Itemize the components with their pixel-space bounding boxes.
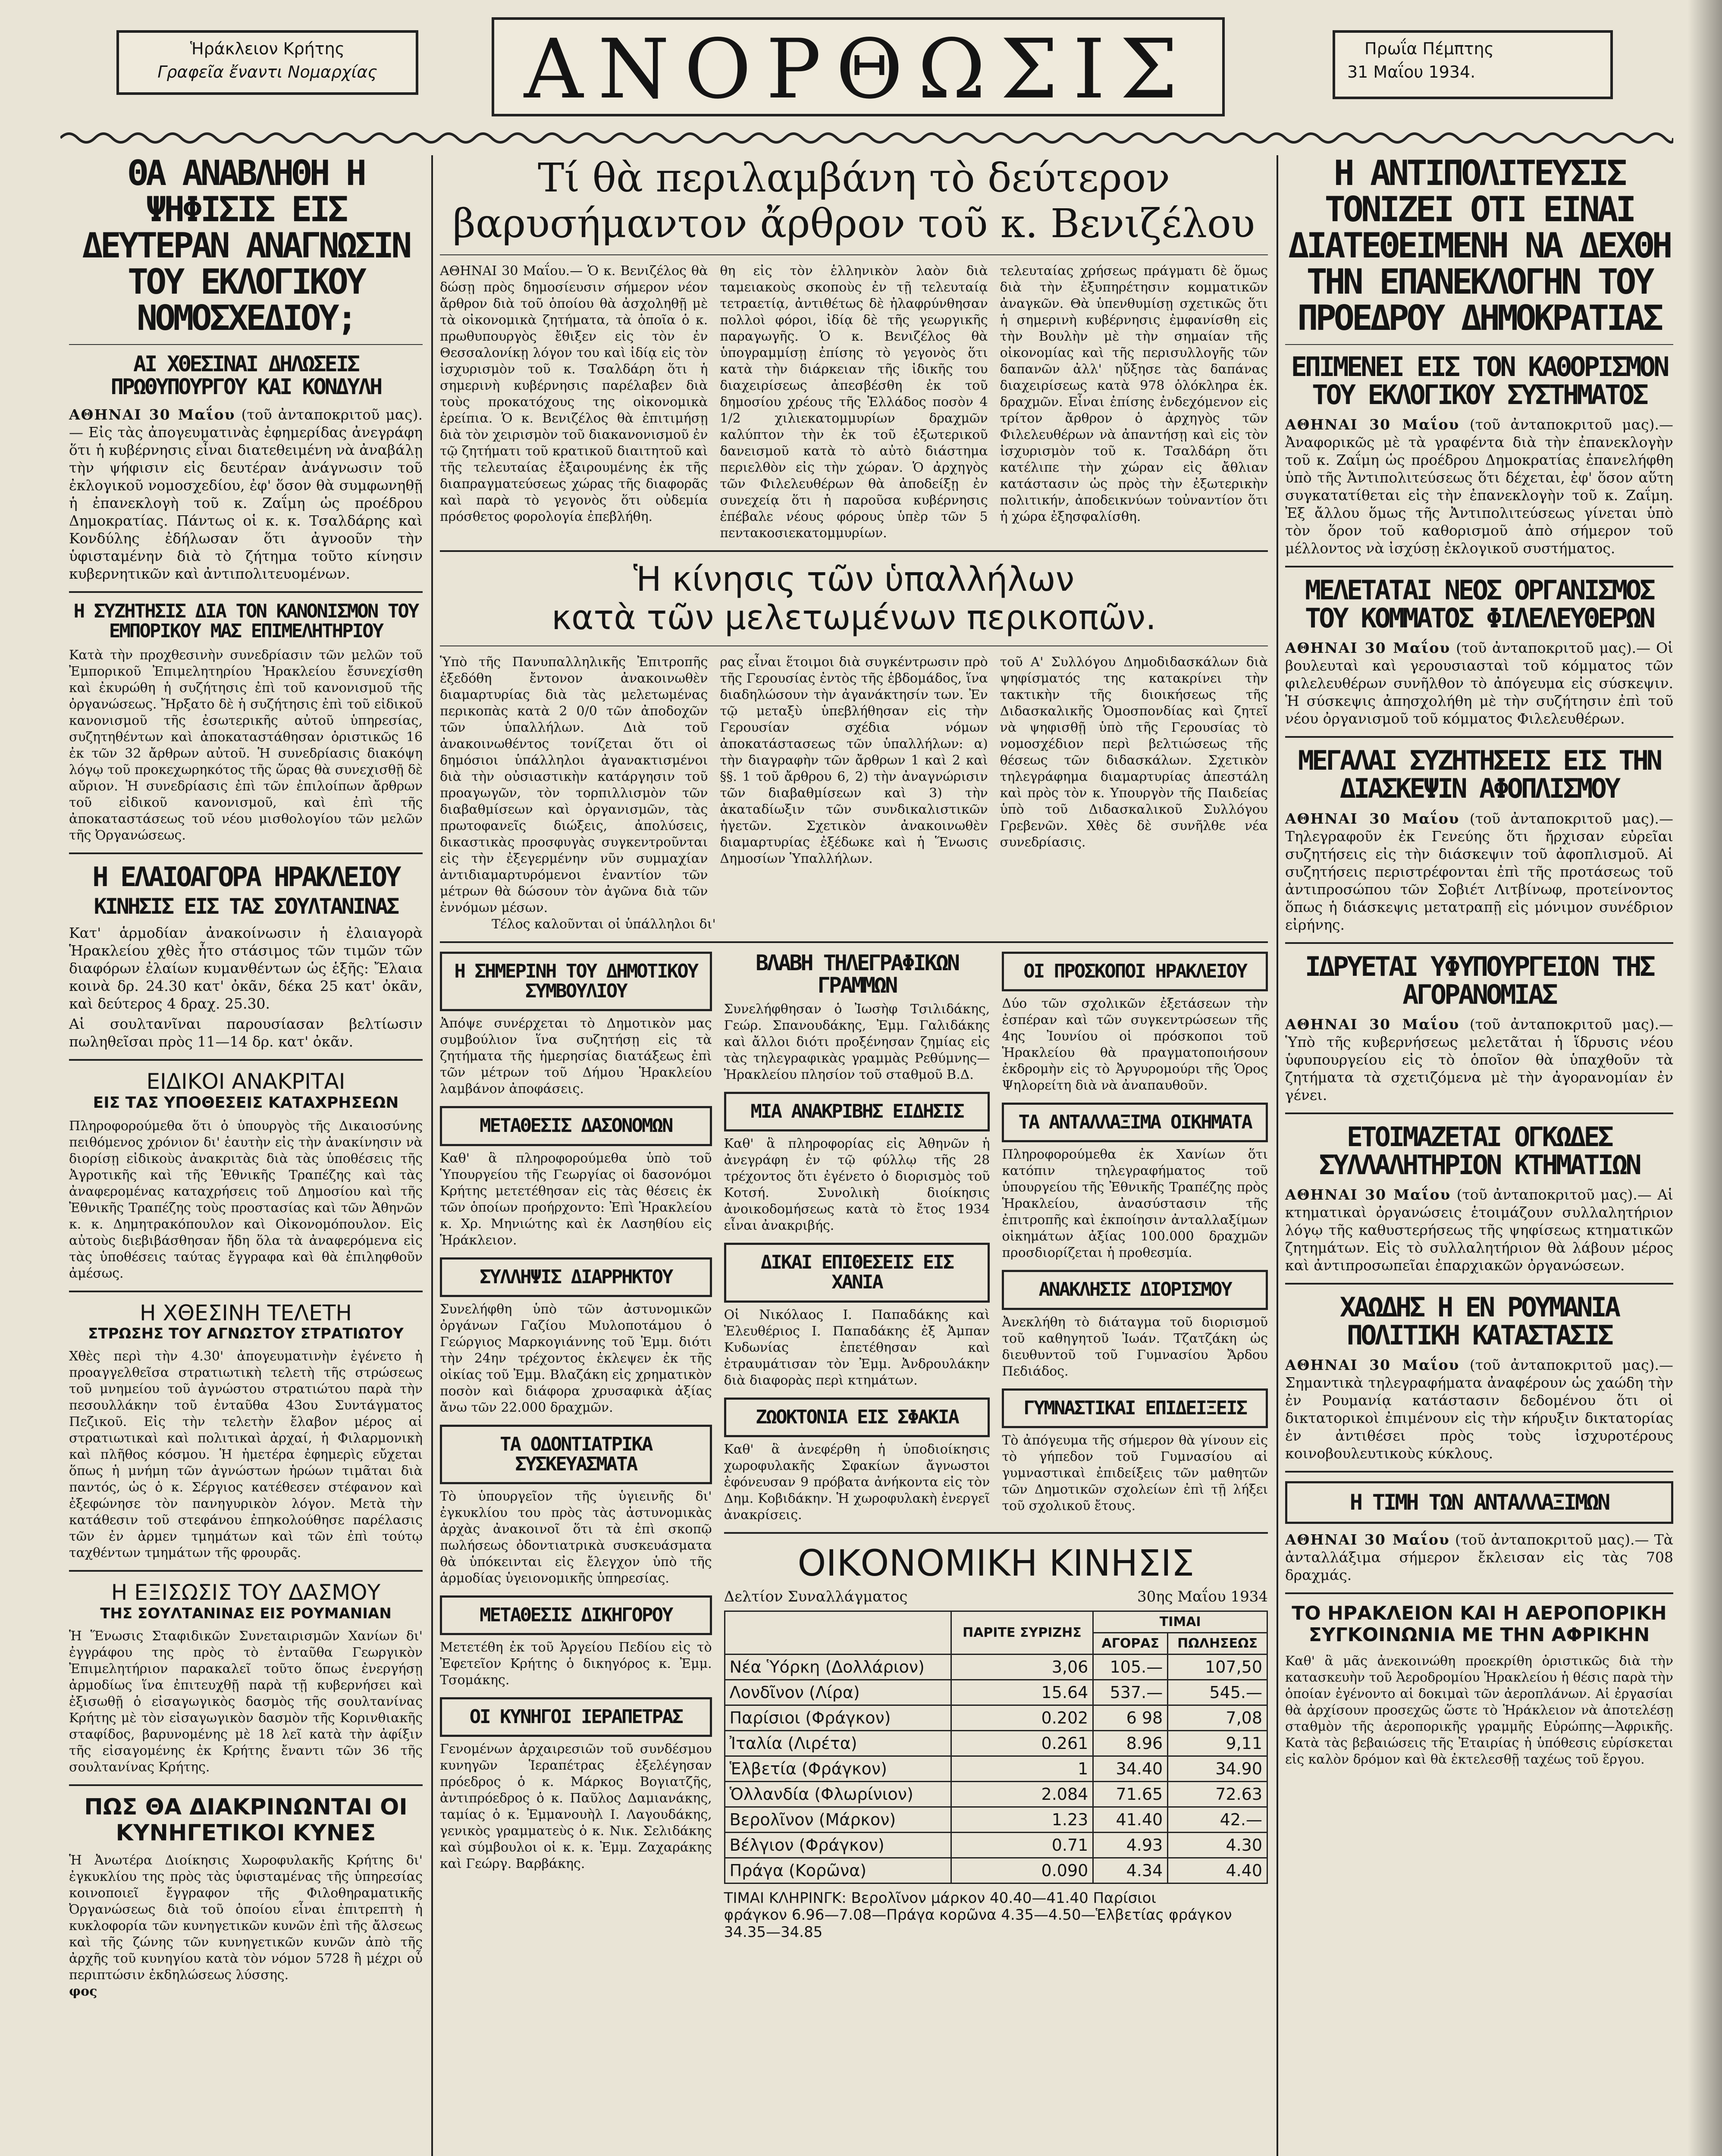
headline-olive-market: Η ΕΛΑΙΟΑΓΟΡΑ ΗΡΑΚΛΕΙΟΥ bbox=[92, 861, 399, 893]
divider bbox=[1285, 1471, 1673, 1473]
headline-appointment: ΑΝΑΚΛΗΣΙΣ ΔΙΟΡΙΣΜΟΥ bbox=[1038, 1279, 1231, 1301]
divider bbox=[1285, 1592, 1673, 1594]
subhead-unknown-soldier: ΣΤΡΩΣΗΣ ΤΟΥ ΑΓΝΩΣΤΟΥ ΣΤΡΑΤΙΩΤΟΥ bbox=[88, 1325, 404, 1343]
article-electoral-bill bbox=[69, 406, 423, 583]
exchange-bulletin-label: Δελτίον Συναλλάγματος bbox=[724, 1588, 908, 1606]
headline-false-news: ΜΙΑ ΑΝΑΚΡΙΒΗΣ ΕΙΔΗΣΙΣ bbox=[750, 1100, 963, 1122]
short-news-col1 bbox=[440, 952, 712, 1941]
article-false-news: Καθ' ἃ πληροφορίας εἰς Ἀθηνῶν ἡ ἀνεγράφη ἐν τῷ φύλλῳ τῆς 28 τρέχοντος ὅτι ἐγένετο ὁ διορισμὸς τοῦ Κοτσή. Συνολικὴ διοίκησις ἀνοικοδομήσεως κατὰ τὸ ἔτος 1934 εἶναι ἀνακριβής. bbox=[724, 1136, 990, 1234]
box-burglar bbox=[440, 1257, 712, 1297]
article-investigators: Πληροφορούμεθα ὅτι ὁ ὑπουργὸς τῆς Δικαιοσύνης πειθόμενος χρόνιον δι' ἑαυτὴν εἰς τὴν ἀνακίνησιν νὰ διορίσῃ εἰδικοὺς ἀνακριτὰς διὰ τὰς ὑποθέσεις τῆς Ἀγροτικῆς καὶ τῆς Ἐθνικῆς Τραπέζης καὶ τὰς ἀναφερομένας καταχρήσεις τοῦ Δημοσίου καὶ τῆς Ἐθνικῆς Τραπέζης τοὺς προστασίας καὶ τῶν Ἀθηνῶν κ. κ. Δημητρακόπουλον καὶ Οἰκονομόπουλον. Εἰς αὐτοὺς διεβιβάσθησαν ἤδη ὅλα τὰ ἀναφερόμενα εἰς τὰς ὑποθέσεις ταύτας ἔγγραφα καὶ θὰ ἐπιληφθοῦν ἀμέσως. bbox=[69, 1118, 423, 1281]
divider bbox=[724, 1532, 1268, 1534]
headline-employees-2: κατὰ τῶν μελετωμένων περικοπῶν. bbox=[552, 599, 1156, 638]
table-row bbox=[725, 1680, 1267, 1705]
article-text: (τοῦ ἀνταποκριτοῦ μας).— Ὑπὸ τῆς κυβερνήσεως μελετᾶται ἡ ἵδρυσις νέου ὑφυπουργείου εἰς τὸ ὁποῖον θὰ ὑπαχθοῦν τὰ ζητήματα τὰ σχετιζόμενα μὲ τὴν ἀγορανομίαν ἐν γένει. bbox=[1285, 1015, 1673, 1103]
short-news-upper bbox=[724, 952, 1268, 1523]
column-rule-right bbox=[1277, 155, 1278, 2156]
box-scouts bbox=[1002, 952, 1268, 991]
masthead-offices: Γραφεῖα ἔναντι Νομαρχίας bbox=[157, 63, 377, 81]
parity-cell: 15.64 bbox=[951, 1680, 1093, 1705]
box-exchangeable bbox=[1002, 1103, 1268, 1142]
sell-cell: 4.40 bbox=[1168, 1858, 1267, 1883]
box-council bbox=[440, 952, 712, 1011]
currency-cell: Ἰταλία (Λιρέτα) bbox=[725, 1731, 951, 1756]
article-hunters: Γενομένων ἀρχαιρεσιῶν τοῦ συνδέσμου κυνηγῶν Ἱεραπέτρας ἐξελέγησαν πρόεδρος ὁ κ. Μάρκος Βογιατζῆς, ἀντιπρόεδρος ὁ κ. Παῦλος Δαμιανάκης, ταμίας ὁ κ. Ἐμμανουὴλ Ι. Λαγουδάκης, γενικὸς γραμματεὺς ὁ κ. Νικ. Σελιδάκης καὶ σύμβουλοι οἱ κ. κ. Ἐμμ. Ζαχαράκης καὶ Γεώργ. Βαρβάκης. bbox=[440, 1742, 712, 1872]
left-column bbox=[69, 155, 423, 2000]
headline-lawyer: ΜΕΤΑΘΕΣΙΣ ΔΙΚΗΓΟΡΟΥ bbox=[480, 1604, 672, 1626]
table-row bbox=[725, 1833, 1267, 1858]
article-scouts: Δύο τῶν σχολικῶν ἐξετάσεων τὴν ἐσπέραν καὶ τῶν συγκεντρώσεων τῆς 4ης Ἰουνίου οἱ πρόσκοποι τοῦ Ἡρακλείου θὰ πραγματοποιήσουν ἐκδρομὴν εἰς τὸ Ἀργυρομούρι τῆς Ὁρος Ψηλορείτη διὰ νὰ ἀναπαυθοῦν. bbox=[1002, 996, 1268, 1094]
masthead-address-box bbox=[116, 30, 418, 95]
middle-column bbox=[440, 155, 1268, 1941]
headline-forest-rangers: ΜΕΤΑΘΕΣΙΣ ΔΑΣΟΝΟΜΩΝ bbox=[480, 1115, 672, 1137]
subhead-electoral-system: ΕΠΙΜΕΝΕΙ ΕΙΣ ΤΟΝ ΚΑΘΟΡΙΣΜΟΝ ΤΟΥ ΕΚΛΟΓΙΚΟΥ ΣΥΣΤΗΜΑΤΟΣ bbox=[1291, 351, 1668, 411]
sell-cell: 72.63 bbox=[1168, 1782, 1267, 1807]
box-chania bbox=[724, 1243, 990, 1302]
article-exchangeable: Πληροφορούμεθα ἐκ Χανίων ὅτι κατόπιν τηλεγραφήματος τοῦ ὑπουργείου τῆς Ἐθνικῆς Τραπέζης πρὸς Ἡρακλείου, ἀνασύστασιν τῆς ἐπιτροπῆς καὶ ἐκποίησιν ἀνταλλαξίμων οἰκημάτων ἀξίας 100.000 δραχμῶν προσδιορίζεται ἡ προθεσμία. bbox=[1002, 1147, 1268, 1261]
headline-investigators: ΕΙΔΙΚΟΙ ΑΝΑΚΡΙΤΑΙ bbox=[146, 1069, 345, 1094]
currency-cell: Βέλγιον (Φράγκον) bbox=[725, 1833, 951, 1858]
currency-cell: Πράγα (Κορῶνα) bbox=[725, 1858, 951, 1883]
divider bbox=[440, 254, 1268, 255]
table-row bbox=[725, 1655, 1267, 1680]
article-text: (τοῦ ἀνταποκριτοῦ μας).— Οἱ βουλευταὶ καὶ γερουσιασταὶ τοῦ κόμματος τῶν φιλελευθέρων συνῆλθον τὸ ἀπόγευμα εἰς σύσκεψιν. Ἡ σύσκεψις ἀπησχολήθη μὲ τὴν συζήτησιν ἐπὶ τοῦ νέου ὀργανισμοῦ τοῦ κόμματος Φιλελευθέρων. bbox=[1285, 639, 1673, 727]
table-header-sell: ΠΩΛΗΣΕΩΣ bbox=[1168, 1633, 1267, 1655]
buy-cell: 41.40 bbox=[1093, 1807, 1168, 1833]
headline-employees-1: Ἡ κίνησις τῶν ὑπαλλήλων bbox=[633, 560, 1075, 599]
subhead-embezzlement: ΕΙΣ ΤΑΣ ΥΠΟΘΕΣΕΙΣ ΚΑΤΑΧΡΗΣΕΩΝ bbox=[93, 1094, 399, 1112]
currency-cell: Βερολῖνον (Μάρκον) bbox=[725, 1807, 951, 1833]
parity-cell: 1.23 bbox=[951, 1807, 1093, 1833]
article-employees-col2: ρας εἶναι ἕτοιμοι διὰ συγκέντρωσιν πρὸ τῆς Γερουσίας ἐντὸς τῆς ἑβδομάδος, ἵνα διαδηλώσουν τὴν ἀγανάκτησίν των. Ἐν τῷ μεταξὺ ὑπεβλήθησαν εἰς τὴν Γερουσίαν σχέδια νόμων ἀποκατάστασεως τῶν ὑπαλλήλων: α) τὴν διαγραφὴν τῶν ἄρθρων 1 καὶ 2 καὶ §§. 1 τοῦ ἄρθρου 6, 2) τὴν ἀναγνώρισιν τῶν διαβαθμίσεων καὶ 3) τὴν ἀκαταδίωξιν τῶν συνδικαλιστικῶν ἡγετῶν. Σχετικὸν ἀνακοινωθὲν διαμαρτυρίας ἐξέδωκε καὶ ἡ Ἕνωσις Δημοσίων Ὑπαλλήλων. bbox=[720, 654, 988, 866]
article-exchange-price bbox=[1285, 1531, 1673, 1584]
article-venizelos-col2: θη εἰς τὸν ἑλληνικὸν λαὸν διὰ ταμειακοὺς σκοποὺς ἐν τῇ τελευταίᾳ τετραετίᾳ, ἀντιθέτως δὲ ἠλαφρύνθησαν πολλοὶ φόροι, ἰδίᾳ δὲ τῆς γεωργικῆς παραγωγῆς. Ὁ κ. Βενιζέλος θὰ ὑπογραμμίσῃ ἐπίσης τὸ γεγονὸς ὅτι κατὰ τὴν διάρκειαν τῆς ἰδικῆς του διαχειρίσεως ἀπεσβέσθη ἐκ τοῦ δημοσίου χρέους τῆς Ἑλλάδος ποσὸν 4 1/2 χιλιεκατομμυρίων δραχμῶν καλύπτον τὴν ἐκ τοῦ ἐξωτερικοῦ δανεισμοῦ κατὰ τὸ αὐτὸ διάστημα περιελθὸν εἰς τὴν χώραν. Ὁ ἀρχηγὸς τῶν Φιλελευθέρων θὰ ἀποδείξῃ ἐν συνεχείᾳ ὅτι ἡ παροῦσα κυβέρνησις ἐπέβαλε νέους φόρους ὑπὲρ τῶν 5 πεντακοσιεκατομμυρίων. bbox=[720, 263, 988, 541]
buy-cell: 8.96 bbox=[1093, 1731, 1168, 1756]
box-false-news bbox=[724, 1092, 990, 1131]
headline-council: Η ΣΗΜΕΡΙΝΗ ΤΟΥ ΔΗΜΟΤΙΚΟΥ ΣΥΜΒΟΥΛΙΟΥ bbox=[454, 960, 698, 1003]
sell-cell: 7,08 bbox=[1168, 1705, 1267, 1731]
newspaper-title: ΑΝΟΡΘΩΣΙΣ bbox=[492, 17, 1225, 116]
divider bbox=[69, 1570, 423, 1572]
table-row bbox=[725, 1807, 1267, 1833]
table-row bbox=[725, 1756, 1267, 1782]
box-exchange-price bbox=[1285, 1481, 1673, 1524]
headline-economic: ΟΙΚΟΝΟΜΙΚΗ ΚΙΝΗΣΙΣ bbox=[797, 1542, 1195, 1584]
dateline: ΑΘΗΝΑΙ 30 Μαΐου bbox=[1285, 1186, 1451, 1203]
buy-cell: 71.65 bbox=[1093, 1782, 1168, 1807]
exchange-bulletin-date: 30ης Μαΐου 1934 bbox=[1137, 1588, 1268, 1606]
sell-cell: 9,11 bbox=[1168, 1731, 1267, 1756]
parity-cell: 1 bbox=[951, 1756, 1093, 1782]
article-ceremony: Χθὲς περὶ τὴν 4.30' ἀπογευματινὴν ἐγένετο ἡ προαγγελθεῖσα στρατιωτικὴ τελετὴ τῆς στρώσεως τοῦ μνημείου τοῦ ἀγνώστου στρατιώτου παρὰ τὴν πεσουλλάκην τοῦ ἐνταῦθα 43ου Συντάγματος Πεζικοῦ. Εἰς τὴν τελετὴν ἔλαβον μέρος αἱ στρατιωτικαὶ καὶ πολιτικαὶ ἀρχαί, ἡ Φιλαρμονικὴ καὶ πλῆθος κόσμου. Ἡ ἡμετέρα ἐφημερὶς εὔχεται ὅπως ἡ μνήμη τῶν ἀγνώστων ἡρώων τιμᾶται διὰ παντός, ὡς ὁ κ. Σέργιος κατέθεσεν στέφανον καὶ ἐξεφώνησε τὸν πανηγυρικὸν λόγον. Μετὰ τὴν κατάθεσιν τοῦ στεφάνου ἐπηκολούθησε παρέλασις τῶν ἐν ἀρμεν τμημάτων καὶ τῶν ἐπὶ τούτῳ ταχθέντων τμημάτων τῆς φρουρᾶς. bbox=[69, 1349, 423, 1561]
table-row bbox=[725, 1858, 1267, 1883]
headline-market-ministry: ΙΔΡΥΕΤΑΙ ΥΦΥΠΟΥΡΓΕΙΟΝ ΤΗΣ ΑΓΟΡΑΝΟΜΙΑΣ bbox=[1305, 950, 1654, 1010]
article-sfakia: Καθ' ἃ ἀνεφέρθη ἡ ὑποδιοίκησις χωροφυλακῆς Σφακίων ἄγνωστοι ἐφόνευσαν 9 πρόβατα ἀνήκοντα εἰς τὸν Δημ. Κοβιδάκην. Ἡ χωροφυλακὴ ἐνεργεῖ ἀνακρίσεις. bbox=[724, 1442, 990, 1523]
economic-section bbox=[724, 1542, 1268, 1941]
article-tariff: Ἡ Ἕνωσις Σταφιδικῶν Συνεταιρισμῶν Χανίων δι' ἐγγράφου της πρὸς τὸ ἐνταῦθα Γεωργικὸν Ἐπιμελητήριον παρακαλεῖ τοῦτο ὅπως ἐνεργήσῃ ἀρμοδίως ἵνα ἐπιτευχθῇ παρὰ τῇ κυβερνήσει καὶ ἐξισωθῇ ὁ εἰσαγωγικὸς δασμὸς τῆς σουλτανίνας Κρήτης μὲ τὸν εἰσαγωγικὸν δασμὸν τῆς Κορινθιακῆς σταφίδος, βαρυνομένης μὲ 18 λεῖ κατὰ τὴν ἀφίξιν τῆς εἰσαγομένης ἐκ Κρήτης ἔναντι τῶν 36 τῆς σουλτανίνας Κρήτης. bbox=[69, 1629, 423, 1775]
dateline: ΑΘΗΝΑΙ 30 Μαΐου bbox=[1285, 1531, 1450, 1548]
article-olive-market: Κατ' ἁρμοδίαν ἀνακοίνωσιν ἡ ἐλαιαγορὰ Ἡρακλείου χθὲς ἦτο στάσιμος τῶν τιμῶν τῶν διαφόρων ἐλαίων κυμανθέντων ὡς ἑξῆς: Ἔλαια κοινὰ δρ. 24.30 κατ' ὀκᾶν, δέκα 25 κατ' ὀκᾶν, καὶ δεύτερος 4 δραχ. 25.30. bbox=[69, 924, 423, 1012]
divider bbox=[1285, 1112, 1673, 1114]
short-news bbox=[440, 952, 1268, 1941]
page-number: φος bbox=[69, 1984, 97, 1999]
dateline: ΑΘΗΝΑΙ 30 Μαΐου bbox=[1285, 1357, 1460, 1374]
headline-exchange-price: Η ΤΙΜΗ ΤΩΝ ΑΝΤΑΛΛΑΞΙΜΩΝ bbox=[1349, 1490, 1609, 1515]
buy-cell: 34.40 bbox=[1093, 1756, 1168, 1782]
table-header-parity: ΠΑΡΙΤΕ ΣΥΡΙΖΗΣ bbox=[951, 1611, 1093, 1655]
article-romania bbox=[1285, 1356, 1673, 1462]
sell-cell: 34.90 bbox=[1168, 1756, 1267, 1782]
article-opposition bbox=[1285, 416, 1673, 557]
table-row bbox=[725, 1782, 1267, 1807]
box-appointment bbox=[1002, 1270, 1268, 1310]
buy-cell: 4.93 bbox=[1093, 1833, 1168, 1858]
article-venizelos-col1: ΑΘΗΝΑΙ 30 Μαΐου.— Ὁ κ. Βενιζέλος θὰ δώσῃ πρὸς δημοσίευσιν σήμερον νέον ἄρθρον διὰ τοῦ ὁποίου θὰ ἀσχοληθῇ μὲ τὰ οἰκονομικὰ ζητήματα, τὰ ὁποῖα ὁ κ. πρωθυπουργὸς ἔθιξεν εἰς τὸν ἐν Θεσσαλονίκῃ λόγον του καὶ ἰδίᾳ εἰς τὸν ἰσχυρισμὸν τοῦ κ. Τσαλδάρη ὅτι ἡ σημερινὴ κυβέρνησις παρέλαβεν διὰ τοὺς προκατόχους της οἰκονομικὰ ἐρείπια. Ὁ κ. Βενιζέλος θὰ ἐπιτιμήσῃ διὰ τὸν χειρισμὸν τοῦ διακανονισμοῦ ἐν τῷ ζητήματι τοῦ κρατικοῦ διαιτητοῦ καὶ τῆς τελευταίας ἐξαιρουμένης ἐκ τῆς διαπραγματεύσεως χώρας τῆς διαφορᾶς καὶ παρὰ τὸ γεγονὸς ὅτι οὐδεμία πρόσθετος φορολογία ἐπεβλήθη. bbox=[440, 263, 708, 524]
dateline: ΑΘΗΝΑΙ 30 Μαΐου bbox=[1285, 810, 1460, 827]
divider bbox=[69, 852, 423, 854]
article-text: (τοῦ ἀνταποκριτοῦ μας).— Εἰς τὰς ἀπογευματινὰς ἐφημερίδας ἀνεγράφη ὅτι ἡ κυβέρνησις εἶναι διατεθειμένη νὰ ἀναβάλῃ τὴν ψήφισιν εἰς δευτέραν ἀνάγνωσιν τοῦ ἐκλογικοῦ νομοσχεδίου, ἐφ' ὅσον θὰ συμφωνηθῇ ἡ ἐπανεκλογὴ τοῦ κ. Ζαΐμη ὡς προέδρου Δημοκρατίας. Πάντως οἱ κ. κ. Τσαλδάρης καὶ Κονδύλης ἐδήλωσαν ὅτι ἀγνοοῦν τὴν ὑφισταμένην διὰ τὸ ζήτημα τοῦτο κίνησιν κυβερνητικῶν καὶ ἀντιπολιτευομένων. bbox=[69, 406, 423, 582]
headline-chamber-rules: Η ΣΥΖΗΤΗΣΙΣ ΔΙΑ ΤΟΝ ΚΑΝΟΝΙΣΜΟΝ ΤΟΥ ΕΜΠΟΡΙΚΟΥ ΜΑΣ ΕΠΙΜΕΛΗΤΗΡΙΟΥ bbox=[73, 600, 418, 642]
box-dental bbox=[440, 1425, 712, 1484]
column-rule-left bbox=[431, 155, 433, 2156]
article-text: (τοῦ ἀνταποκριτοῦ μας).— Τηλεγραφοῦν ἐκ Γενεύης ὅτι ἤρχισαν εὐρεῖαι συζητήσεις εἰς τὴν διάσκεψιν τοῦ ἀφοπλισμοῦ. Αἱ συζητήσεις περιστρέφονται ἐπὶ τῆς προτάσεως τοῦ ἀντιπροσώπου τῶν Σοβιέτ Λιτβίνωφ, προτείνοντος ὅπως ἡ διάσκεψις μετατραπῇ εἰς μόνιμον συνέδριον εἰρήνης. bbox=[1285, 810, 1673, 933]
short-news-col3 bbox=[1002, 952, 1268, 1523]
headline-exchangeable: ΤΑ ΑΝΤΑΛΛΑΞΙΜΑ ΟΙΚΗΜΑΤΑ bbox=[1018, 1111, 1252, 1134]
article-text: (τοῦ ἀνταποκριτοῦ μας).— Τὰ ἀνταλλάξιμα σήμερον ἔκλεισαν εἰς τὰς 708 δραχμάς. bbox=[1285, 1531, 1673, 1583]
box-forest-rangers bbox=[440, 1106, 712, 1146]
divider bbox=[69, 1291, 423, 1292]
parity-cell: 0.090 bbox=[951, 1858, 1093, 1883]
exchange-rates-body bbox=[725, 1655, 1267, 1883]
headline-airline: ΤΟ ΗΡΑΚΛΕΙΟΝ ΚΑΙ Η ΑΕΡΟΠΟΡΙΚΗ ΣΥΓΚΟΙΝΩΝΙΑ ΜΕ ΤΗΝ ΑΦΡΙΚΗΝ bbox=[1292, 1602, 1667, 1646]
article-chania: Οἱ Νικόλαος Ι. Παπαδάκης καὶ Ἐλευθέριος Ι. Παπαδάκης ἐξ Ἀμπαν Κυδωνίας ἐπετέθησαν καὶ ἐτραυμάτισαν τὸν Ἐμμ. Ἀνδρουλάκην διὰ διαφορὰς περὶ κτημάτων. bbox=[724, 1307, 990, 1388]
buy-cell: 105.— bbox=[1093, 1655, 1168, 1680]
buy-cell: 6 98 bbox=[1093, 1705, 1168, 1731]
headline-tariff: Η ΕΞΙΣΩΣΙΣ ΤΟΥ ΔΑΣΜΟΥ bbox=[111, 1580, 381, 1605]
article-employees-col1: Ὑπὸ τῆς Πανυπαλληλικῆς Ἐπιτροπῆς ἐξεδόθη ἔντονον ἀνακοινωθὲν διαμαρτυρίας διὰ τὰς μελετωμένας περικοπὰς κατὰ 2 0/0 τῶν ἀποδοχῶν τῶν ὑπαλλήλων. Διὰ τοῦ ἀνακοινωθέντος τονίζεται ὅτι οἱ δημόσιοι ὑπάλληλοι ἀγανακτισμένοι διὰ τὴν οὐσιαστικὴν κατάργησιν τοῦ προαγωγῶν, τὸν τορπιλλισμὸν τῶν διαβαθμίσεων καὶ ὀργανισμῶν, τὰς πρωτοφανεῖς διώξεις, ἀπολύσεις, δικαστικὰς προσφυγὰς συγκεντροῦνται εἰς τὴν ἐξεγερμένην νῦν συμμαχίαν ἀντιδιαμαρτυρόμενοι ἐναντίον τῶν μέτρων θὰ δώσουν τὸν ἀγῶνα διὰ τῶν ἐννόμων μέσων. bbox=[440, 654, 708, 915]
sell-cell: 4.30 bbox=[1168, 1833, 1267, 1858]
currency-cell: Ὁλλανδία (Φλωρίνιον) bbox=[725, 1782, 951, 1807]
parity-cell: 2.084 bbox=[951, 1782, 1093, 1807]
divider bbox=[1285, 566, 1673, 567]
article-chamber-rules: Κατὰ τὴν προχθεσινὴν συνεδρίασιν τῶν μελῶν τοῦ Ἐμπορικοῦ Ἐπιμελητηρίου Ἡρακλείου ἔσυνεχίσθη καὶ ἐκυρώθη ἡ συζήτησις ἐπὶ τοῦ κανονισμοῦ τῆς ὀργανώσεως. Ἤρξατο δὲ ἡ συζήτησις ἐπὶ τοῦ εἰδικοῦ κανονισμοῦ τῆς ἐσωτερικῆς αὐτοῦ ὑπηρεσίας, συζητηθέντων καὶ ἀποκαταστάθησαν ὁριστικῶς 16 ἐκ τῶν 32 ἄρθρων αὐτοῦ. Ἡ συνεδρίασις διακόψη λόγῳ τοῦ προκεχωρηκότος τῆς ὥρας θὰ συνεχισθῇ δὲ αὔριον. Ἡ συνεδρίασις ἐπὶ τῶν ἐπιλοίπων ἄρθρων τοῦ εἰδικοῦ κανονισμοῦ, καὶ ἐπὶ τῆς ἀποκαταστάσεως τοῦ νέου μισθολογίου τῶν μελῶν τῆς Ὀργανώσεως. bbox=[69, 648, 423, 843]
article-appointment: Ἀνεκλήθη τὸ διάταγμα τοῦ διορισμοῦ τοῦ καθηγητοῦ Ἰωάν. Τζατζάκη ὡς διευθυντοῦ τοῦ Γυμνασίου Ἄρδου Πεδιάδος. bbox=[1002, 1314, 1268, 1379]
masthead-weekday: Πρωΐα Πέμπτης bbox=[1364, 39, 1494, 58]
article-lawyer: Μετετέθη ἐκ τοῦ Ἀργείου Πεδίου εἰς τὸ Ἐφετεῖον Κρήτης ὁ δικηγόρος κ. Ἐμμ. Τσομάκης. bbox=[440, 1640, 712, 1688]
article-forest-rangers: Καθ' ἃ πληροφορούμεθα ὑπὸ τοῦ Ὑπουργείου τῆς Γεωργίας οἱ δασονόμοι Κρήτης μετετέθησαν εἰς τὰς θέσεις ἐκ τῶν ὁποίων προήρχοντο: Ἐπὶ Ἡρακλείου κ. Χρ. Μηνιώτης καὶ ἐκ Λασηθίου εἰς Ἡράκλειον. bbox=[440, 1150, 712, 1248]
headline-venizelos-2: βαρυσήμαντον ἄρθρον τοῦ κ. Βενιζέλου bbox=[452, 200, 1255, 247]
dateline: ΑΘΗΝΑΙ 30 Μαΐου bbox=[1285, 639, 1451, 657]
sell-cell: 42.— bbox=[1168, 1807, 1267, 1833]
masthead-date-box bbox=[1333, 30, 1613, 99]
currency-cell: Παρίσιοι (Φράγκον) bbox=[725, 1705, 951, 1731]
table-row bbox=[725, 1731, 1267, 1756]
article-venizelos bbox=[440, 263, 1268, 542]
dateline: ΑΘΗΝΑΙ 30 Μαΐου bbox=[1285, 1015, 1460, 1033]
parity-cell: 0.71 bbox=[951, 1833, 1093, 1858]
article-disarmament bbox=[1285, 810, 1673, 934]
article-gymnastics: Τὸ ἀπόγευμα τῆς σήμερον θὰ γίνουν εἰς τὸ γήπεδον τοῦ Γυμνασίου αἱ γυμναστικαὶ ἐπιδείξεις τῶν μαθητῶν τῶν Δημοτικῶν σχολείων ἐπὶ τῇ λήξει τοῦ σχολικοῦ ἔτους. bbox=[1002, 1432, 1268, 1514]
box-hunters bbox=[440, 1697, 712, 1737]
clearing-note-2: φράγκον 6.96—7.08—Πράγα κορῶνα 4.35—4.50—Ἑλβετίας φράγκον 34.35—34.85 bbox=[724, 1906, 1232, 1941]
short-news-col2 bbox=[724, 952, 990, 1523]
headline-electoral-bill: ΘΑ ΑΝΑΒΛΗΘΗ Η ΨΗΦΙΣΙΣ ΕΙΣ ΔΕΥΤΕΡΑΝ ΑΝΑΓΝΩΣΙΝ ΤΟΥ ΕΚΛΟΓΙΚΟΥ ΝΟΜΟΣΧΕΔΙΟΥ; bbox=[82, 153, 410, 338]
article-market-ministry bbox=[1285, 1015, 1673, 1104]
currency-cell: Ἑλβετία (Φράγκον) bbox=[725, 1756, 951, 1782]
headline-burglar: ΣΥΛΛΗΨΙΣ ΔΙΑΡΡΗΚΤΟΥ bbox=[480, 1266, 672, 1288]
divider bbox=[69, 344, 423, 345]
divider bbox=[440, 550, 1268, 552]
headline-hunters: ΟΙ ΚΥΝΗΓΟΙ ΙΕΡΑΠΕΤΡΑΣ bbox=[469, 1706, 682, 1728]
dateline: ΑΘΗΝΑΙ 30 Μαΐου bbox=[1285, 416, 1460, 433]
buy-cell: 4.34 bbox=[1093, 1858, 1168, 1883]
box-lawyer bbox=[440, 1595, 712, 1635]
headline-rally: ΕΤΟΙΜΑΖΕΤΑΙ ΟΓΚΩΔΕΣ ΣΥΛΛΑΛΗΤΗΡΙΟΝ ΚΤΗΜΑΤΙΩΝ bbox=[1319, 1121, 1640, 1181]
short-news-col23 bbox=[724, 952, 1268, 1941]
masthead-date: 31 Μαΐου 1934. bbox=[1347, 63, 1476, 81]
right-column bbox=[1285, 155, 1673, 1768]
parity-cell: 0.202 bbox=[951, 1705, 1093, 1731]
headline-sfakia: ΖΩΟΚΤΟΝΙΑ ΕΙΣ ΣΦΑΚΙΑ bbox=[756, 1406, 958, 1428]
parity-cell: 0.261 bbox=[951, 1731, 1093, 1756]
article-text: (τοῦ ἀνταποκριτοῦ μας).— Σημαντικὰ τηλεγραφήματα ἀναφέρουν ὡς χαώδη τὴν ἐν Ρουμανίᾳ κατάστασιν δεδομένου ὅτι οἱ δικτατορικοὶ ἐπιμένουν εἰς τὴν κήρυξιν δικτατορίας ἐν ἀντιθέσει πρὸς τοὺς ἰσχυροτέρους κοινοβουλευτικοὺς κύκλους. bbox=[1285, 1357, 1673, 1462]
headline-venizelos-1: Τί θὰ περιλαμβάνη τὸ δεύτερον bbox=[537, 155, 1170, 201]
headline-chania: ΔΙΚΑΙ ΕΠΙΘΕΣΕΙΣ ΕΙΣ ΧΑΝΙΑ bbox=[760, 1251, 954, 1294]
currency-cell: Νέα Ὑόρκη (Δολλάριον) bbox=[725, 1655, 951, 1680]
article-text: (τοῦ ἀνταποκριτοῦ μας).— Αἱ κτηματικαὶ ὀργανώσεις ἑτοιμάζουν συλλαλητήριον λόγῳ τῆς καθυστερήσεως τῆς ψηφίσεως κτηματικῶν ζητημάτων. Εἰς τὸ συλλαλητήριον θὰ λάβουν μέρος καὶ ἀντιπροσωπεῖαι ἐπαρχιακῶν ὀργανώσεων. bbox=[1285, 1186, 1673, 1274]
sell-cell: 107,50 bbox=[1168, 1655, 1267, 1680]
divider bbox=[69, 1784, 423, 1786]
headline-romania: ΧΑΩΔΗΣ Η ΕΝ ΡΟΥΜΑΝΙΑ ΠΟΛΙΤΙΚΗ ΚΑΤΑΣΤΑΣΙΣ bbox=[1339, 1291, 1619, 1351]
table-row bbox=[725, 1705, 1267, 1731]
article-rally bbox=[1285, 1186, 1673, 1274]
subhead-sultanas: ΚΙΝΗΣΙΣ ΕΙΣ ΤΑΣ ΣΟΥΛΤΑΝΙΝΑΣ bbox=[94, 894, 398, 919]
article-liberal-party bbox=[1285, 639, 1673, 727]
article-employees bbox=[440, 654, 1268, 916]
article-olive-market-2: Αἱ σουλτανῖναι παρουσίασαν βελτίωσιν πωληθεῖσαι πρὸς 11—14 δρ. κατ' ὀκᾶν. bbox=[69, 1015, 423, 1050]
article-telegraph: Συνελήφθησαν ὁ Ἰωσὴφ Τσιλιδάκης, Γεώρ. Σπανουδάκης, Ἐμμ. Γαλιδάκης καὶ ἄλλοι διότι προξένησαν ζημίας εἰς τὰς τηλεγραφικὰς γραμμὰς Ρεθύμνης—Ἡρακλείου πλησίον τοῦ σταθμοῦ Β.Δ. bbox=[724, 1001, 990, 1082]
masthead-wavy-rule bbox=[60, 129, 1673, 147]
headline-liberal-party: ΜΕΛΕΤΑΤΑΙ ΝΕΟΣ ΟΡΓΑΝΙΣΜΟΣ ΤΟΥ ΚΟΜΜΑΤΟΣ ΦΙΛΕΛΕΥΘΕΡΩΝ bbox=[1305, 574, 1654, 634]
divider bbox=[69, 591, 423, 593]
headline-hunting-dogs: ΠΩΣ ΘΑ ΔΙΑΚΡΙΝΩΝΤΑΙ ΟΙ ΚΥΝΗΓΕΤΙΚΟΙ ΚΥΝΕΣ bbox=[84, 1794, 408, 1846]
article-hunting-dogs: Ἡ Ἀνωτέρα Διοίκησις Χωροφυλακῆς Κρήτης δι' ἐγκυκλίου της πρὸς τὰς ὑφισταμένας τῆς ὑπηρεσίας κοινοποιεῖ ἔγγραφον τῆς Φιλοθηραματικῆς Ὀργανώσεως διὰ τοῦ ὁποίου εἶναι ἐπιτρεπτὴ ἡ κυκλοφορία τῶν κυνηγετικῶν κυνῶν ἐπὶ τῆς ἄλσεως καὶ τῆς ζώνης τῶν κυνηγετικῶν κυνῶν ἀπὸ τῆς ἀρχῆς τοῦ κυνηγίου κατὰ τὸν νόμον 5728 ἢ μέχρι οὗ περιπτώσιν ἐκδηλώσεως λύσσης. bbox=[69, 1852, 423, 1983]
headline-dental: ΤΑ ΟΔΟΝΤΙΑΤΡΙΚΑ ΣΥΣΚΕΥΑΣΜΑΤΑ bbox=[500, 1433, 652, 1475]
clearing-note-1: ΤΙΜΑΙ ΚΛΗΡΙΝΓΚ: Βερολῖνον μάρκον 40.40—41.40 Παρίσιοι bbox=[724, 1890, 1156, 1907]
headline-scouts: ΟΙ ΠΡΟΣΚΟΠΟΙ ΗΡΑΚΛΕΙΟΥ bbox=[1023, 960, 1247, 982]
box-gymnastics bbox=[1002, 1388, 1268, 1428]
divider bbox=[69, 1059, 423, 1061]
currency-cell: Λονδῖνον (Λίρα) bbox=[725, 1680, 951, 1705]
dateline: ΑΘΗΝΑΙ 30 Μαΐου bbox=[69, 406, 235, 423]
divider bbox=[1285, 736, 1673, 738]
exchange-rates-table bbox=[724, 1611, 1268, 1884]
divider bbox=[1285, 1283, 1673, 1285]
article-employees-footer: Τέλος καλοῦνται οἱ ὑπάλληλοι δι' bbox=[492, 916, 716, 932]
subhead-romania: ΤΗΣ ΣΟΥΛΤΑΝΙΝΑΣ ΕΙΣ ΡΟΥΜΑΝΙΑΝ bbox=[100, 1604, 392, 1622]
article-employees-col3: τοῦ Α' Συλλόγου Δημοδιδασκάλων διὰ ψηφίσματός της κατακρίνει τὴν τακτικὴν τῆς διοικήσεως τῆς Διδασκαλικῆς Ὁμοσπονδίας καὶ ζητεῖ νὰ ψηφισθῇ ὑπὸ τῆς Γερουσίας τὸ νομοσχέδιον περὶ βελτιώσεως τῆς θέσεως τῶν διδασκάλων. Σχετικὸν τηλεγράφημα διαμαρτυρίας ἀπεστάλη καὶ πρὸς τὸν κ. Υπουργὸν τῆς Παιδείας ὑπὸ τοῦ Διδασκαλικοῦ Συλλόγου Γρεβενῶν. Χθὲς δὲ συνῆλθε νέα συνεδρίασις. bbox=[1000, 654, 1268, 850]
divider bbox=[1285, 942, 1673, 944]
headline-telegraph: ΒΛΑΒΗ ΤΗΛΕΓΡΑΦΙΚΩΝ ΓΡΑΜΜΩΝ bbox=[756, 950, 958, 998]
masthead-city: Ἡράκλειον Κρήτης bbox=[190, 39, 345, 58]
sell-cell: 545.— bbox=[1168, 1680, 1267, 1705]
article-airline: Καθ' ἃ μᾶς ἀνεκοινώθη προεκρίθη ὁριστικῶς διὰ τὴν κατασκευὴν τοῦ Ἀεροδρομίου Ἡρακλείου ἡ θέσις παρὰ τὴν ὁποίαν ἐγένοντο αἱ δοκιμαὶ τῶν ἀεροπλάνων. Αἱ ἐργασίαι θὰ ἀρχίσουν προσεχῶς ὥστε τὸ Ἡράκλειον νὰ ἀποτελέσῃ σταθμὸν τῆς ἀεροπορικῆς γραμμῆς Εὐρώπης—Ἀφρικῆς. Κατὰ τὰς βεβαιώσεις τῆς Ἐταιρίας ἡ ὑπόθεσις εὑρίσκεται εἰς καλὸν δρόμον καὶ θὰ ἐκτελεσθῇ ταχέως τοῦ ἔργου. bbox=[1285, 1653, 1673, 1767]
table-header-buy: ΑΓΟΡΑΣ bbox=[1093, 1633, 1168, 1655]
parity-cell: 3,06 bbox=[951, 1655, 1093, 1680]
divider bbox=[1285, 344, 1673, 345]
exchange-bulletin-header bbox=[724, 1588, 1268, 1605]
table-header-prices: ΤΙΜΑΙ bbox=[1093, 1611, 1267, 1633]
divider bbox=[440, 941, 1268, 943]
article-burglar: Συνελήφθη ὑπὸ τῶν ἀστυνομικῶν ὀργάνων Γαζίου Μυλοποτάμου ὁ Γεώργιος Μαρκογιάννης τοῦ Ἐμμ. διότι τὴν 24ην τρέχοντος ἐκλεψεν ἐκ τῆς οἰκίας τοῦ Ἐμμ. Βλαζάκη εἰς χρηματικὸν ποσὸν καὶ διάφορα χρυσαφικὰ ἀξίας ἄνω τῶν 22.000 δραχμῶν. bbox=[440, 1301, 712, 1415]
box-sfakia bbox=[724, 1398, 990, 1437]
article-text: (τοῦ ἀνταποκριτοῦ μας).— Ἀναφορικῶς μὲ τὰ γραφέντα διὰ τὴν ἐπανεκλογὴν τοῦ κ. Ζαΐμη ὡς προέδρου Δημοκρατίας ἐπανελήφθη ὑπὸ τῆς Ἀντιπολιτεύσεως ὅτι δέχεται, ἐφ' ὅσον αὕτη συγκατατίθεται εἰς τὴν ἐπανεκλογὴν τοῦ κ. Ζαΐμη. Ἐξ ἄλλου ὅμως τῆς Ἀντιπολιτεύσεως γίνεται ὑπὸ τὸν ὅρον τοῦ καθορισμοῦ ἀπὸ σήμερον τοῦ μέλλοντος νὰ ἰσχύσῃ ἐκλογικοῦ συστήματος. bbox=[1285, 416, 1673, 557]
article-council: Ἀπόψε συνέρχεται τὸ Δημοτικὸν μας συμβούλιον ἵνα συζητήσῃ εἰς τὰ ζητήματα τῆς ἡμερησίας διατάξεως ἐπὶ τῶν μέτρων τοῦ Δήμου Ἡρακλείου λαμβάνον ἀποφάσεις. bbox=[440, 1016, 712, 1097]
headline-ceremony: Η ΧΘΕΣΙΝΗ ΤΕΛΕΤΗ bbox=[140, 1300, 352, 1326]
subhead-statements: ΑΙ ΧΘΕΣΙΝΑΙ ΔΗΛΩΣΕΙΣ ΠΡΩΘΥΠΟΥΡΓΟΥ ΚΑΙ ΚΟΝΔΥΛΗ bbox=[110, 351, 381, 399]
page-edge-shadow bbox=[1687, 0, 1722, 2156]
table-header-currency bbox=[725, 1611, 951, 1655]
headline-opposition: Η ΑΝΤΙΠΟΛΙΤΕΥΣΙΣ ΤΟΝΙΖΕΙ ΟΤΙ ΕΙΝΑΙ ΔΙΑΤΕΘΕΙΜΕΝΗ ΝΑ ΔΕΧΘΗ ΤΗΝ ΕΠΑΝΕΚΛΟΓΗΝ ΤΟΥ ΠΡΟΕΔΡΟΥ ΔΗΜΟΚΡΑΤΙΑΣ bbox=[1288, 153, 1670, 338]
article-dental: Τὸ ὑπουργεῖον τῆς ὑγιεινῆς δι' ἐγκυκλίου του πρὸς τὰς ἀστυνομικὰς ἀρχὰς ἀνακοινοῖ ὅτι τὰ ἐπὶ σκοπῷ πωλήσεως ὀδοντιατρικὰ συσκευάσματα θὰ ὑπόκεινται εἰς ἔλεγχον ὑπὸ τῆς ἁρμοδίας ὑγειονομικῆς ὑπηρεσίας. bbox=[440, 1489, 712, 1586]
headline-gymnastics: ΓΥΜΝΑΣΤΙΚΑΙ ΕΠΙΔΕΙΞΕΙΣ bbox=[1023, 1397, 1247, 1419]
buy-cell: 537.— bbox=[1093, 1680, 1168, 1705]
article-venizelos-col3: τελευταίας χρήσεως πράγματι δὲ ὅμως διὰ τὴν ἐξυπηρέτησιν κομματικῶν ἀναγκῶν. Θὰ ὑπενθυμίσῃ σχετικῶς ὅτι ἡ σημερινὴ κυβέρνησις ἐμφανίσθη εἰς τὴν Βουλὴν μὲ τὴν σημαίαν τῆς οἰκονομίας καὶ τῆς περισυλλογῆς τῶν δαπανῶν ἀλλ' ηὔξησε τὰς δαπάνας διαχειρίσεως κατὰ 978 ὁλόκληρα ἑκ. δραχμῶν. Εἶναι ἐπίσης ἐνδεχόμενον εἰς τρίτον ἄρθρον ὁ ἀρχηγὸς τῶν Φιλελευθέρων νὰ ἀπαντήσῃ καὶ εἰς τὸν ἰσχυρισμὸν τοῦ κ. Τσαλδάρη ὅτι κατέλιπε τὴν χώραν εἰς ἄθλιαν κατάστασιν ὡς πρὸς τὴν ἐξωτερικὴν πολιτικήν, ἀποδεικνύων τοὐναντίον ὅτι ἡ χώρα ἐξησφαλίσθη. bbox=[1000, 263, 1268, 524]
headline-disarmament: ΜΕΓΑΛΑΙ ΣΥΖΗΤΗΣΕΙΣ ΕΙΣ ΤΗΝ ΔΙΑΣΚΕΨΙΝ ΑΦΟΠΛΙΣΜΟΥ bbox=[1298, 745, 1661, 805]
